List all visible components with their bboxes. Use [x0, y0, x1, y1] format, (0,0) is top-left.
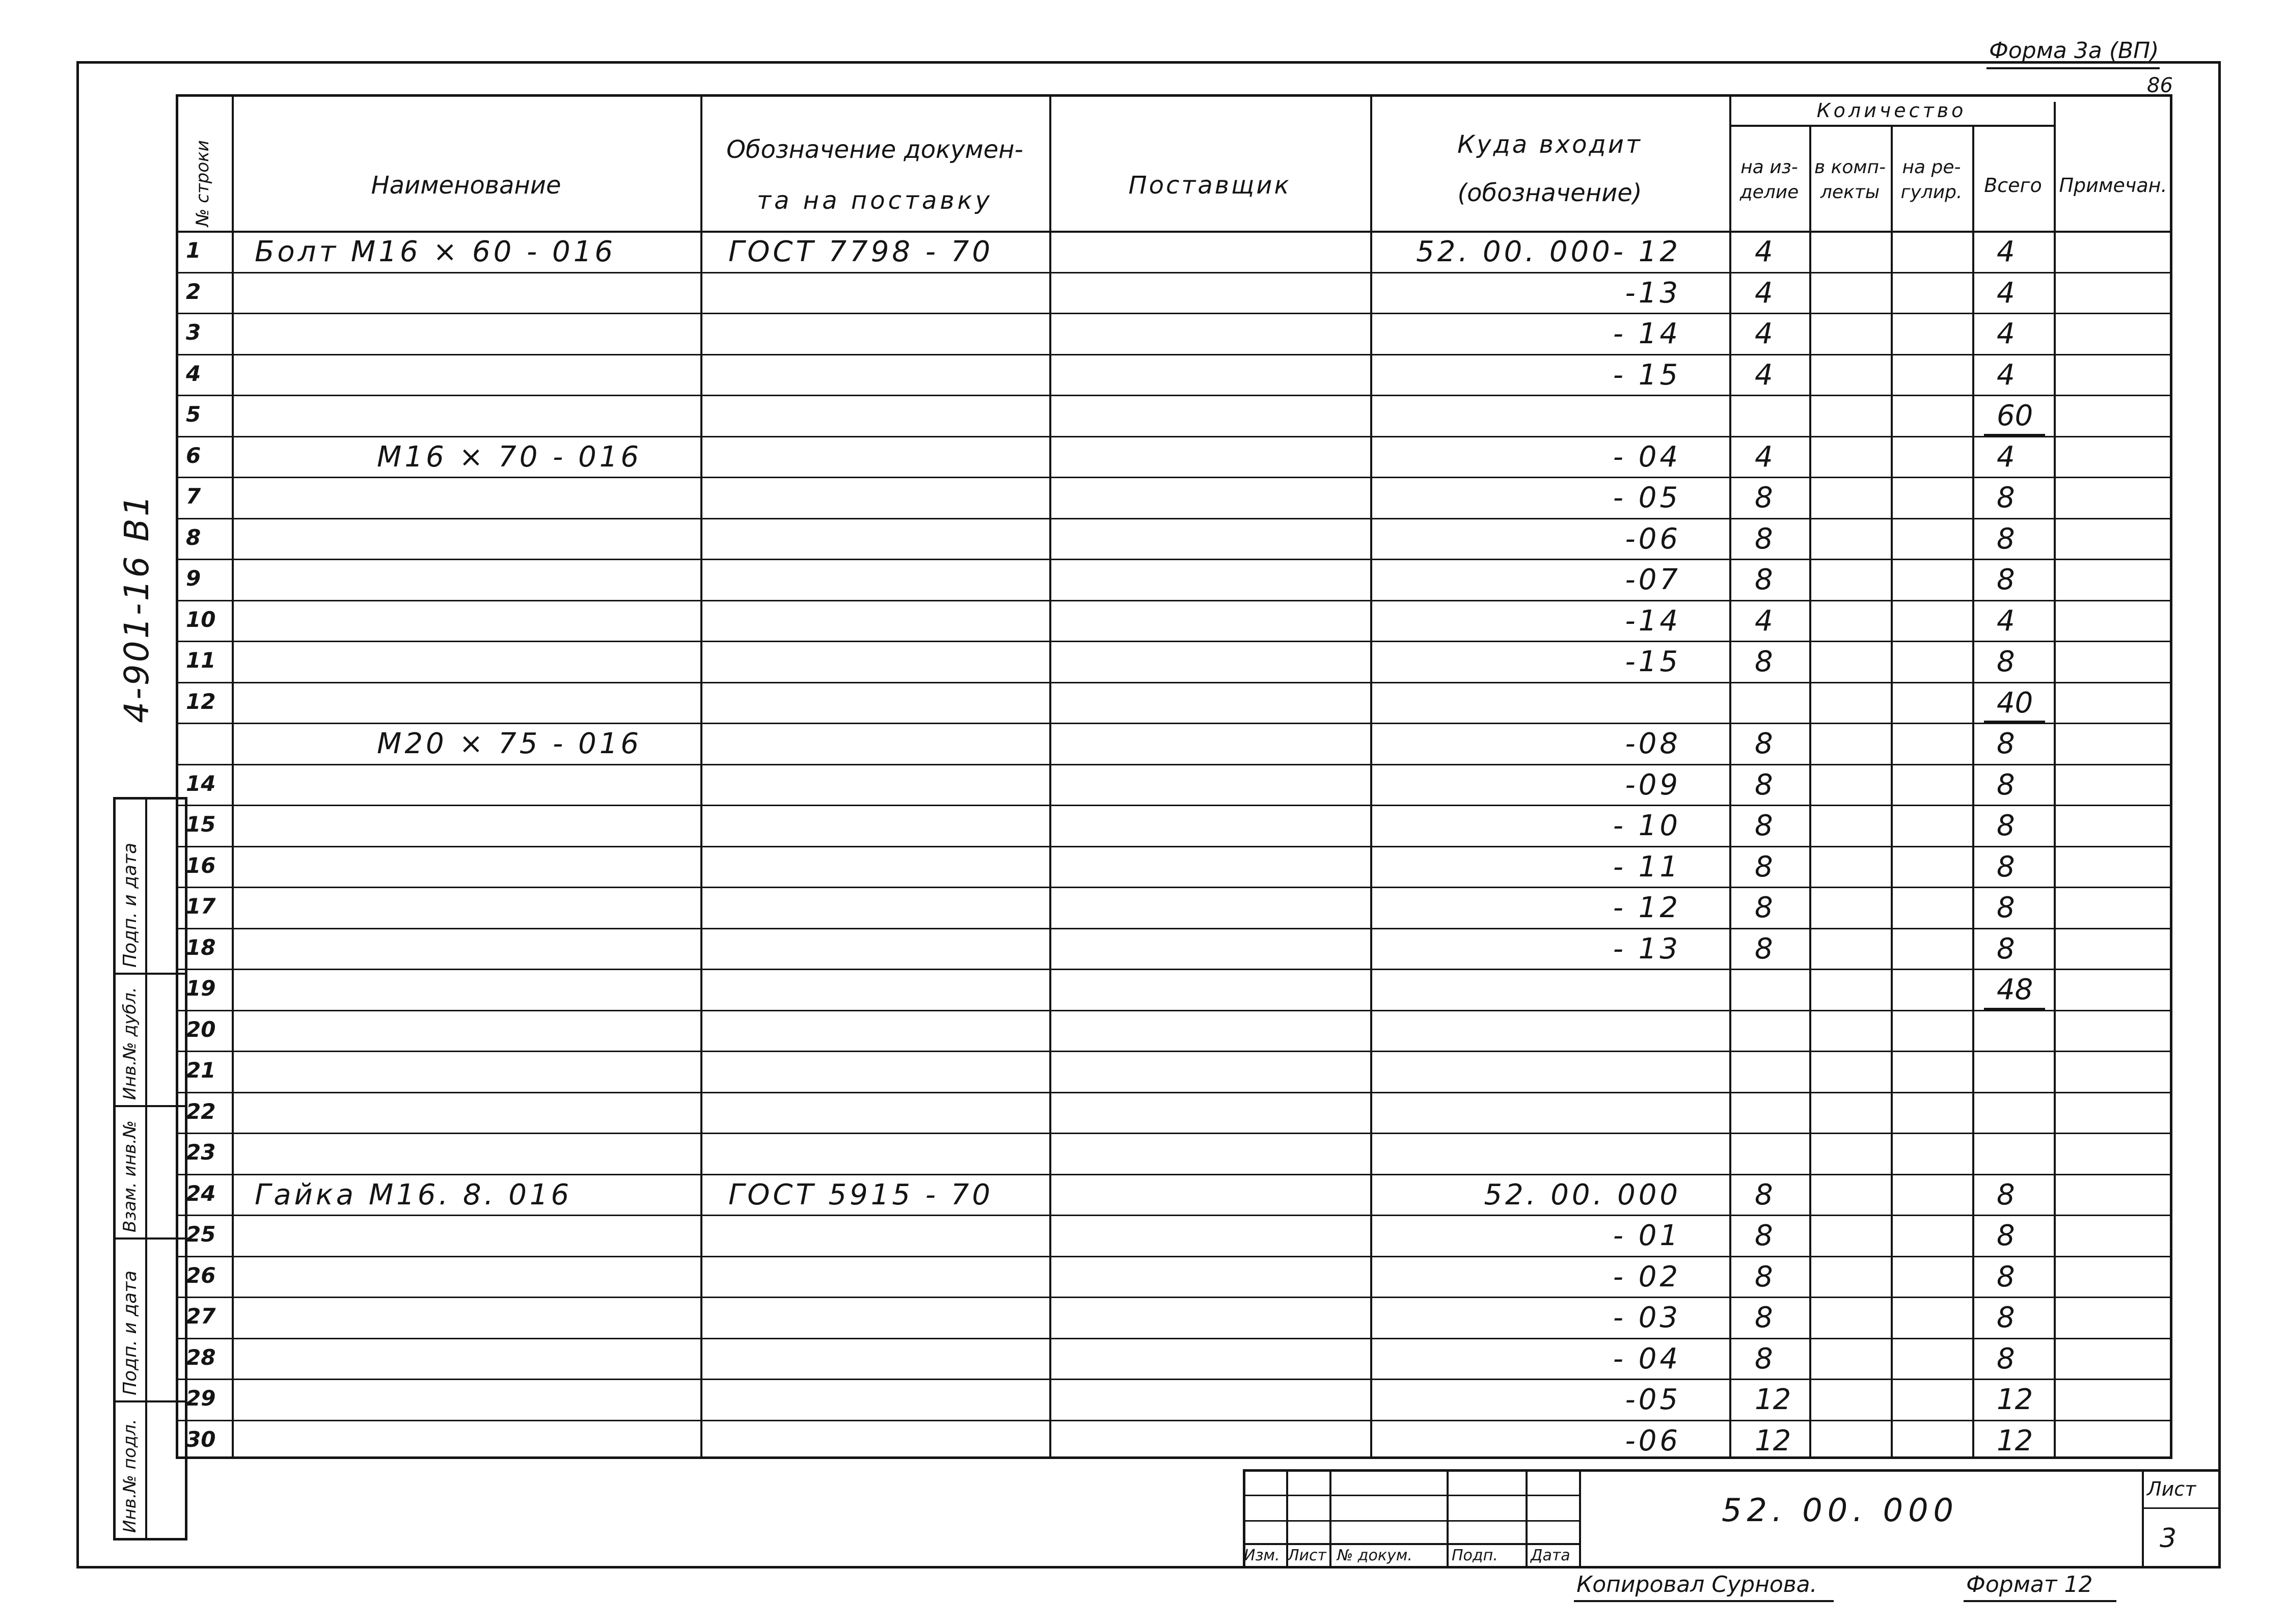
- row-where: - 11: [1613, 850, 1681, 884]
- row-separator: [176, 1010, 2172, 1011]
- row-per-product: 12: [1755, 1383, 1791, 1416]
- row-per-product: 12: [1755, 1424, 1791, 1457]
- row-number: 16: [186, 852, 216, 878]
- row-number: 30: [186, 1426, 216, 1452]
- row-total: 8: [1997, 891, 2015, 924]
- tb-col-sheet: [2142, 1469, 2144, 1568]
- row-per-product: 8: [1755, 481, 1773, 514]
- header-regulating-2: гулир.: [1900, 181, 1963, 203]
- row-where: -07: [1625, 563, 1681, 596]
- row-where: - 10: [1613, 809, 1681, 842]
- row-number: 7: [186, 484, 201, 509]
- row-number: 18: [186, 934, 216, 960]
- row-separator: [176, 1379, 2172, 1380]
- tb-col-2: [1329, 1469, 1331, 1568]
- tb-row-3: [1243, 1543, 1579, 1545]
- row-separator: [176, 969, 2172, 970]
- header-per-product: [1729, 155, 1809, 205]
- row-number: 20: [186, 1016, 216, 1042]
- tb-doc-no: № докум.: [1337, 1547, 1412, 1564]
- tb-date: Дата: [1531, 1547, 1570, 1564]
- row-per-product: 8: [1755, 727, 1773, 760]
- tb-sheet-label: Лист: [2147, 1478, 2196, 1500]
- row-where: -05: [1625, 1383, 1681, 1416]
- row-per-product: 8: [1755, 563, 1773, 596]
- row-separator: [176, 1297, 2172, 1298]
- row-separator: [176, 354, 2172, 355]
- row-where: - 15: [1613, 358, 1681, 392]
- row-per-product: 8: [1755, 1219, 1773, 1252]
- row-separator: [176, 723, 2172, 724]
- header-bottom-line: [176, 231, 2172, 233]
- row-name: М16 × 70 - 016: [377, 440, 642, 474]
- side-code: 4-901-16 В1: [117, 493, 156, 723]
- row-separator: [176, 805, 2172, 806]
- tb-sheet-line: [2142, 1507, 2221, 1509]
- row-per-product: 4: [1755, 358, 1773, 392]
- header-regulating-1: на ре-: [1902, 157, 1961, 178]
- row-separator: [176, 1133, 2172, 1134]
- row-number: 11: [186, 648, 216, 673]
- row-per-product: 8: [1755, 645, 1773, 678]
- header-in-sets: [1809, 155, 1891, 205]
- row-where: 52. 00. 000: [1484, 1178, 1681, 1212]
- row-total: 60: [1997, 399, 2033, 432]
- format-label: Формат 12: [1966, 1572, 2093, 1598]
- page-code: 86: [2147, 74, 2173, 97]
- row-separator: [176, 313, 2172, 314]
- copied-by-underline: [1574, 1600, 1834, 1602]
- row-per-product: 4: [1755, 440, 1773, 474]
- header-per-product-1: на из-: [1740, 157, 1798, 178]
- row-total: 8: [1997, 481, 2015, 514]
- row-per-product: 8: [1755, 1178, 1773, 1212]
- header-where-2: (обозначение): [1457, 179, 1642, 207]
- row-number: 10: [186, 607, 216, 632]
- row-doc: ГОСТ 7798 - 70: [728, 235, 993, 268]
- header-row-no: № строки: [193, 140, 213, 227]
- tb-list: Лист: [1288, 1547, 1327, 1564]
- row-total: 8: [1997, 768, 2015, 802]
- header-where-1: Куда входит: [1457, 130, 1642, 159]
- tb-sheet-no: 3: [2160, 1523, 2177, 1554]
- col-line-sets: [1891, 125, 1893, 1459]
- row-number: 5: [186, 402, 201, 427]
- row-per-product: 8: [1755, 891, 1773, 924]
- row-name: Болт М16 × 60 - 016: [255, 235, 616, 268]
- row-total: 12: [1997, 1424, 2033, 1457]
- col-line-doc: [1049, 94, 1051, 1459]
- row-number: 28: [186, 1344, 216, 1370]
- header-in-sets-2: лекты: [1820, 181, 1880, 203]
- row-separator: [176, 436, 2172, 437]
- row-per-product: 8: [1755, 850, 1773, 884]
- form-label: Форма 3а (ВП): [1989, 38, 2159, 64]
- row-per-product: 4: [1755, 235, 1773, 268]
- row-separator: [176, 641, 2172, 642]
- row-separator: [176, 764, 2172, 765]
- row-number: 2: [186, 279, 201, 304]
- copied-by: Копировал Сурнова.: [1576, 1572, 1817, 1598]
- row-where: -15: [1625, 645, 1681, 678]
- header-doc-2: та на поставку: [757, 186, 993, 215]
- row-number: 9: [186, 566, 201, 591]
- row-separator: [176, 518, 2172, 519]
- row-separator: [176, 395, 2172, 396]
- row-total: 4: [1997, 358, 2015, 392]
- row-number: 22: [186, 1098, 216, 1124]
- row-total: 40: [1997, 686, 2033, 720]
- row-number: 15: [186, 812, 216, 837]
- row-per-product: 8: [1755, 932, 1773, 966]
- row-per-product: 8: [1755, 522, 1773, 556]
- row-separator: [176, 272, 2172, 273]
- format-underline: [1964, 1600, 2116, 1602]
- row-where: - 05: [1613, 481, 1681, 514]
- row-per-product: 8: [1755, 1260, 1773, 1293]
- row-separator: [176, 600, 2172, 601]
- row-where: -06: [1625, 1424, 1681, 1457]
- row-total: 8: [1997, 1342, 2015, 1375]
- row-number: 25: [186, 1222, 216, 1247]
- row-number: 3: [186, 320, 201, 345]
- row-name: Гайка М16. 8. 016: [255, 1178, 573, 1212]
- row-number: 24: [186, 1180, 216, 1206]
- row-where: 52. 00. 000- 12: [1416, 235, 1681, 268]
- tb-col-4: [1526, 1469, 1528, 1568]
- col-line-no: [232, 94, 234, 1459]
- row-separator: [176, 1092, 2172, 1093]
- row-where: -13: [1625, 276, 1681, 310]
- row-number: 23: [186, 1140, 216, 1165]
- row-where: - 04: [1613, 1342, 1681, 1375]
- row-total: 4: [1997, 604, 2015, 638]
- row-total: 48: [1997, 973, 2033, 1006]
- row-total: 4: [1997, 317, 2015, 350]
- row-per-product: 4: [1755, 317, 1773, 350]
- stamp-dup-inv: Инв.№ дубл.: [120, 987, 140, 1100]
- row-separator: [176, 928, 2172, 929]
- row-total: 8: [1997, 645, 2015, 678]
- row-number: 26: [186, 1262, 216, 1288]
- row-separator: [176, 887, 2172, 888]
- row-number: 21: [186, 1058, 216, 1083]
- stamp-sign-date-1: Подп. и дата: [120, 842, 141, 968]
- col-line-where: [1729, 94, 1731, 1459]
- stamp-divider: [145, 797, 147, 1540]
- row-where: -08: [1625, 727, 1681, 760]
- row-separator: [176, 1051, 2172, 1052]
- row-number: 14: [186, 770, 216, 796]
- row-separator: [176, 1256, 2172, 1257]
- row-where: -14: [1625, 604, 1681, 638]
- row-where: - 12: [1613, 891, 1681, 924]
- row-number: 19: [186, 976, 216, 1001]
- row-separator: [176, 682, 2172, 683]
- row-number: 4: [186, 361, 201, 386]
- row-where: - 02: [1613, 1260, 1681, 1293]
- row-where: -06: [1625, 522, 1681, 556]
- row-total: 8: [1997, 932, 2015, 966]
- header-regulating: [1891, 155, 1972, 205]
- header-note: Примечан.: [2059, 174, 2167, 197]
- header-qty-group: Количество: [1816, 99, 1967, 122]
- tb-row-2: [1243, 1520, 1579, 1522]
- tb-col-5: [1579, 1469, 1581, 1568]
- row-where: - 03: [1613, 1301, 1681, 1334]
- col-line-per: [1809, 125, 1811, 1459]
- row-per-product: 4: [1755, 276, 1773, 310]
- header-doc-1: Обозначение докумен-: [726, 135, 1023, 164]
- col-line-supp: [1370, 94, 1372, 1459]
- row-total: 8: [1997, 809, 2015, 842]
- row-where: - 04: [1613, 440, 1681, 474]
- stamp-repl-inv: Взам. инв.№: [120, 1120, 140, 1232]
- row-total: 4: [1997, 440, 2015, 474]
- header-supplier: Поставщик: [1128, 171, 1291, 200]
- row-separator: [176, 1215, 2172, 1216]
- row-per-product: 4: [1755, 604, 1773, 638]
- row-total: 8: [1997, 1260, 2015, 1293]
- row-doc: ГОСТ 5915 - 70: [728, 1178, 993, 1212]
- row-where: - 01: [1613, 1219, 1681, 1252]
- row-total: 8: [1997, 1219, 2015, 1252]
- row-total: 4: [1997, 276, 2015, 310]
- row-number: 6: [186, 443, 201, 468]
- header-per-product-2: делие: [1739, 181, 1799, 203]
- qty-group-line: [1729, 125, 2054, 127]
- stamp-orig-inv: Инв.№ подл.: [120, 1419, 140, 1533]
- row-separator: [176, 477, 2172, 478]
- row-separator: [176, 846, 2172, 847]
- row-per-product: 8: [1755, 809, 1773, 842]
- row-where: -09: [1625, 768, 1681, 802]
- tb-podp: Подп.: [1452, 1547, 1498, 1564]
- stamp-sign-date-2: Подп. и дата: [120, 1270, 141, 1395]
- tb-designation: 52. 00. 000: [1722, 1492, 1958, 1529]
- row-total: 8: [1997, 850, 2015, 884]
- header-total: Всего: [1984, 174, 2042, 197]
- row-where: - 13: [1613, 932, 1681, 966]
- row-total: 8: [1997, 563, 2015, 596]
- row-per-product: 8: [1755, 1301, 1773, 1334]
- row-separator: [176, 1420, 2172, 1421]
- row-number: 17: [186, 894, 216, 919]
- row-number: 1: [186, 238, 201, 263]
- row-total: 8: [1997, 727, 2015, 760]
- col-line-reg: [1972, 125, 1974, 1459]
- tb-izm: Изм.: [1244, 1547, 1280, 1564]
- row-separator: [176, 1174, 2172, 1175]
- col-line-name: [700, 94, 702, 1459]
- row-total: 8: [1997, 1178, 2015, 1212]
- row-number: 27: [186, 1304, 216, 1329]
- row-number: 8: [186, 525, 201, 550]
- row-total: 12: [1997, 1383, 2033, 1416]
- row-number: 12: [186, 689, 216, 714]
- row-number: 29: [186, 1386, 216, 1411]
- row-separator: [176, 1338, 2172, 1339]
- spec-table: [176, 94, 2172, 1459]
- row-total: 8: [1997, 1301, 2015, 1334]
- row-separator: [176, 559, 2172, 560]
- row-per-product: 8: [1755, 768, 1773, 802]
- tb-row-1: [1243, 1495, 1579, 1496]
- row-where: - 14: [1613, 317, 1681, 350]
- row-total: 4: [1997, 235, 2015, 268]
- row-per-product: 8: [1755, 1342, 1773, 1375]
- header-in-sets-1: в комп-: [1814, 157, 1886, 178]
- row-name: М20 × 75 - 016: [377, 727, 642, 760]
- tb-col-3: [1447, 1469, 1449, 1568]
- header-name: Наименование: [371, 171, 561, 200]
- row-total: 8: [1997, 522, 2015, 556]
